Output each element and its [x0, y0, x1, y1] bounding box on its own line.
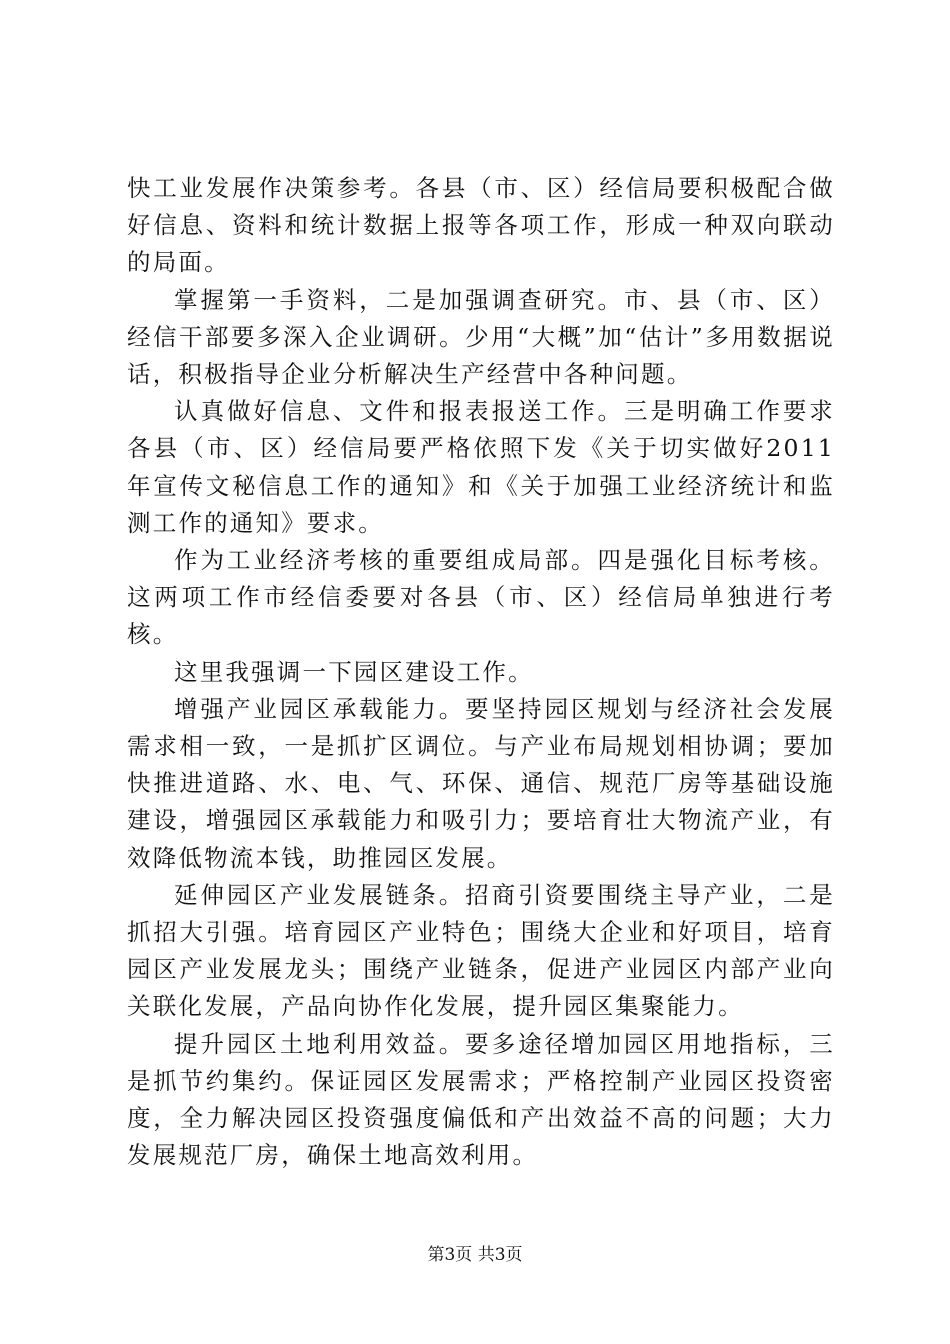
paragraph: 增强产业园区承载能力。要坚持园区规划与经济社会发展需求相一致，一是抓扩区调位。与产业布局规划相协调；要加快推进道路、水、电、气、环保、通信、规范厂房等基础设施建设，增强园区承载能力和吸引力；要培育壮大物流产业，有效降低物流本钱，助推园区发展。	[127, 694, 835, 872]
document-body	[127, 170, 835, 1174]
paragraph: 提升园区土地利用效益。要多途径增加园区用地指标，三是抓节约集约。保证园区发展需求；严格控制产业园区投资密度，全力解决园区投资强度偏低和产出效益不高的问题；大力发展规范厂房，确保土地高效利用。	[127, 1029, 835, 1170]
paragraph: 掌握第一手资料，二是加强调查研究。市、县（市、区）经信干部要多深入企业调研。少用“大概”加“估计”多用数据说话，积极指导企业分析解决生产经营中各种问题。	[127, 285, 835, 389]
paragraph: 延伸园区产业发展链条。招商引资要围绕主导产业，二是抓招大引强。培育园区产业特色；围绕大企业和好项目，培育园区产业发展龙头；围绕产业链条，促进产业园区内部产业向关联化发展，产品向协作化发展，提升园区集聚能力。	[127, 880, 835, 1021]
page-number-footer: 第3页 共3页	[427, 1245, 523, 1265]
paragraph: 这里我强调一下园区建设工作。	[174, 657, 534, 686]
paragraph-continuation: 快工业发展作决策参考。各县（市、区）经信局要积极配合做好信息、资料和统计数据上报等各项工作，形成一种双向联动的局面。	[127, 174, 835, 277]
paragraph: 认真做好信息、文件和报表报送工作。三是明确工作要求各县（市、区）经信局要严格依照下发《关于切实做好2011年宣传文秘信息工作的通知》和《关于加强工业经济统计和监测工作的通知》要求。	[127, 397, 835, 537]
paragraph: 作为工业经济考核的重要组成局部。四是强化目标考核。这两项工作市经信委要对各县（市、区）经信局单独进行考核。	[127, 546, 835, 649]
